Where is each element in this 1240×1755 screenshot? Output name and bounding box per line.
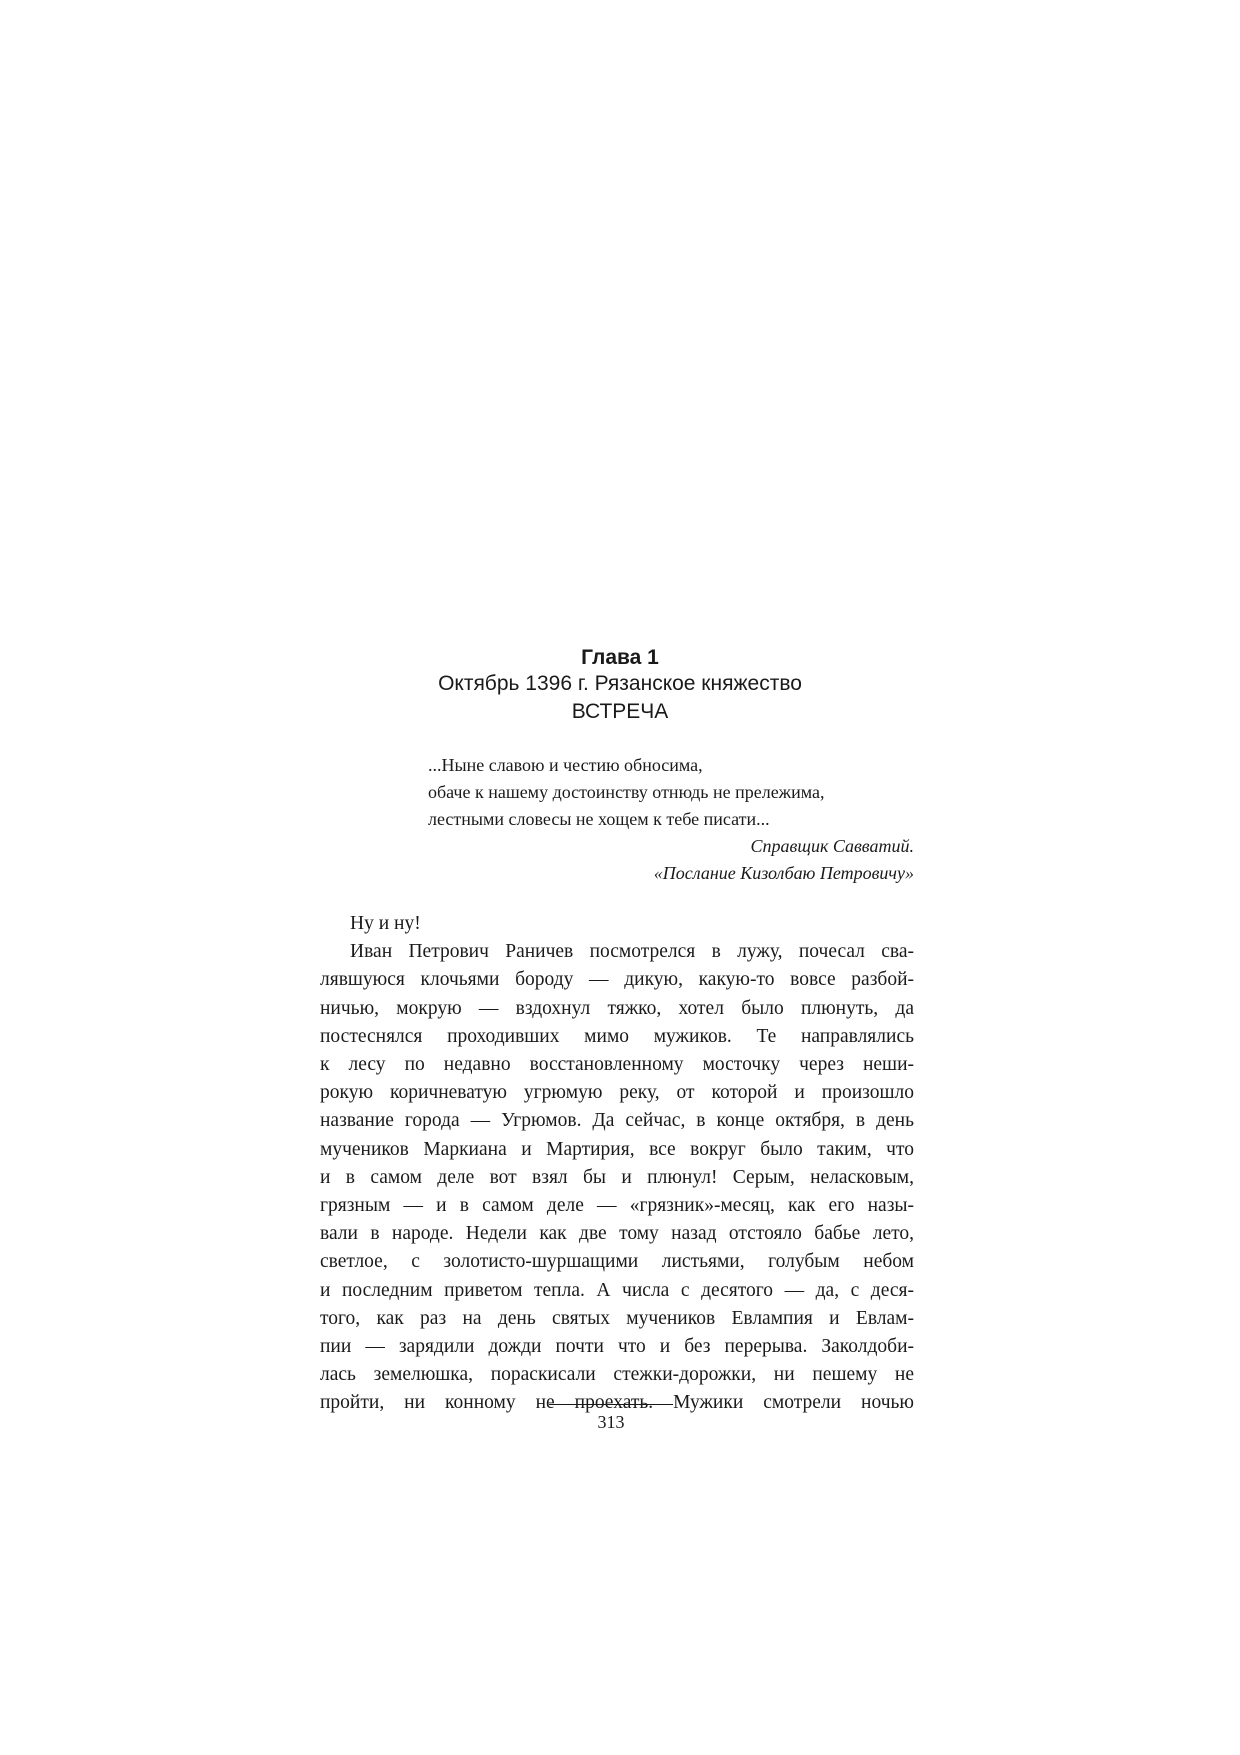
epigraph-line: ...Ныне славою и честию обносима, [428, 755, 703, 775]
text-line: ничью, мокрую — вздохнул тяжко, хотел было плюнуть, да [320, 997, 914, 1019]
chapter-heading [320, 646, 920, 726]
text-line: Иван Петрович Раничев посмотрелся в лужу, почесал сва- [350, 941, 914, 963]
epigraph [428, 752, 914, 887]
text-line: и в самом деле вот взял бы и плюнул! Серым, неласковым, [320, 1166, 914, 1188]
page-number: 313 [597, 1412, 625, 1432]
text-line: лась земелюшка, пораскисали стежки-дорожки, ни пешему не [320, 1364, 914, 1386]
text-line: постеснялся проходивших мимо мужиков. Те направлялись [320, 1025, 914, 1047]
page-number-rule [549, 1404, 673, 1405]
text-line: вали в народе. Недели как две тому назад отстояло бабье лето, [320, 1223, 914, 1245]
text-line: пии — зарядили дожди почти что и без перерыва. Заколдоби- [320, 1336, 914, 1358]
text-line: название города — Угрюмов. Да сейчас, в конце октября, в день [320, 1110, 914, 1132]
epigraph-line: обаче к нашему достоинству отнюдь не прележима, [428, 782, 825, 802]
epigraph-source: «Послание Кизолбаю Петровичу» [653, 863, 914, 883]
epigraph-author: Справщик Савватий. [750, 836, 914, 856]
text-line: к лесу по недавно восстановленному мосточку через неши- [320, 1054, 914, 1076]
text-line: лявшуюся клочьями бороду — дикую, какую-то вовсе разбой- [320, 969, 914, 991]
text-line: мучеников Маркиана и Мартирия, все вокруг было таким, что [320, 1138, 914, 1160]
text-line: рокую коричневатую угрюмую реку, от которой и произошло [320, 1082, 914, 1104]
text-line: и последним приветом тепла. А числа с десятого — да, с деся- [320, 1279, 914, 1301]
chapter-title: ВСТРЕЧА [571, 700, 669, 723]
chapter-date-place: Октябрь 1396 г. Рязанское княжество [438, 672, 802, 695]
chapter-number: Глава 1 [581, 646, 659, 669]
text-line: грязным — и в самом деле — «грязник»-месяц, как его назы- [320, 1195, 914, 1217]
text-line: светлое, с золотисто-шуршащими листьями, голубым небом [320, 1251, 914, 1273]
text-line: пройти, ни конному не проехать. Мужики смотрели ночью [320, 1392, 914, 1414]
epigraph-line: лестными словесы не хощем к тебе писати... [428, 809, 770, 829]
paragraph-1: Ну и ну! [350, 913, 421, 934]
body-text [320, 910, 914, 1418]
text-line: того, как раз на день святых мучеников Евлампия и Евлам- [320, 1307, 914, 1329]
